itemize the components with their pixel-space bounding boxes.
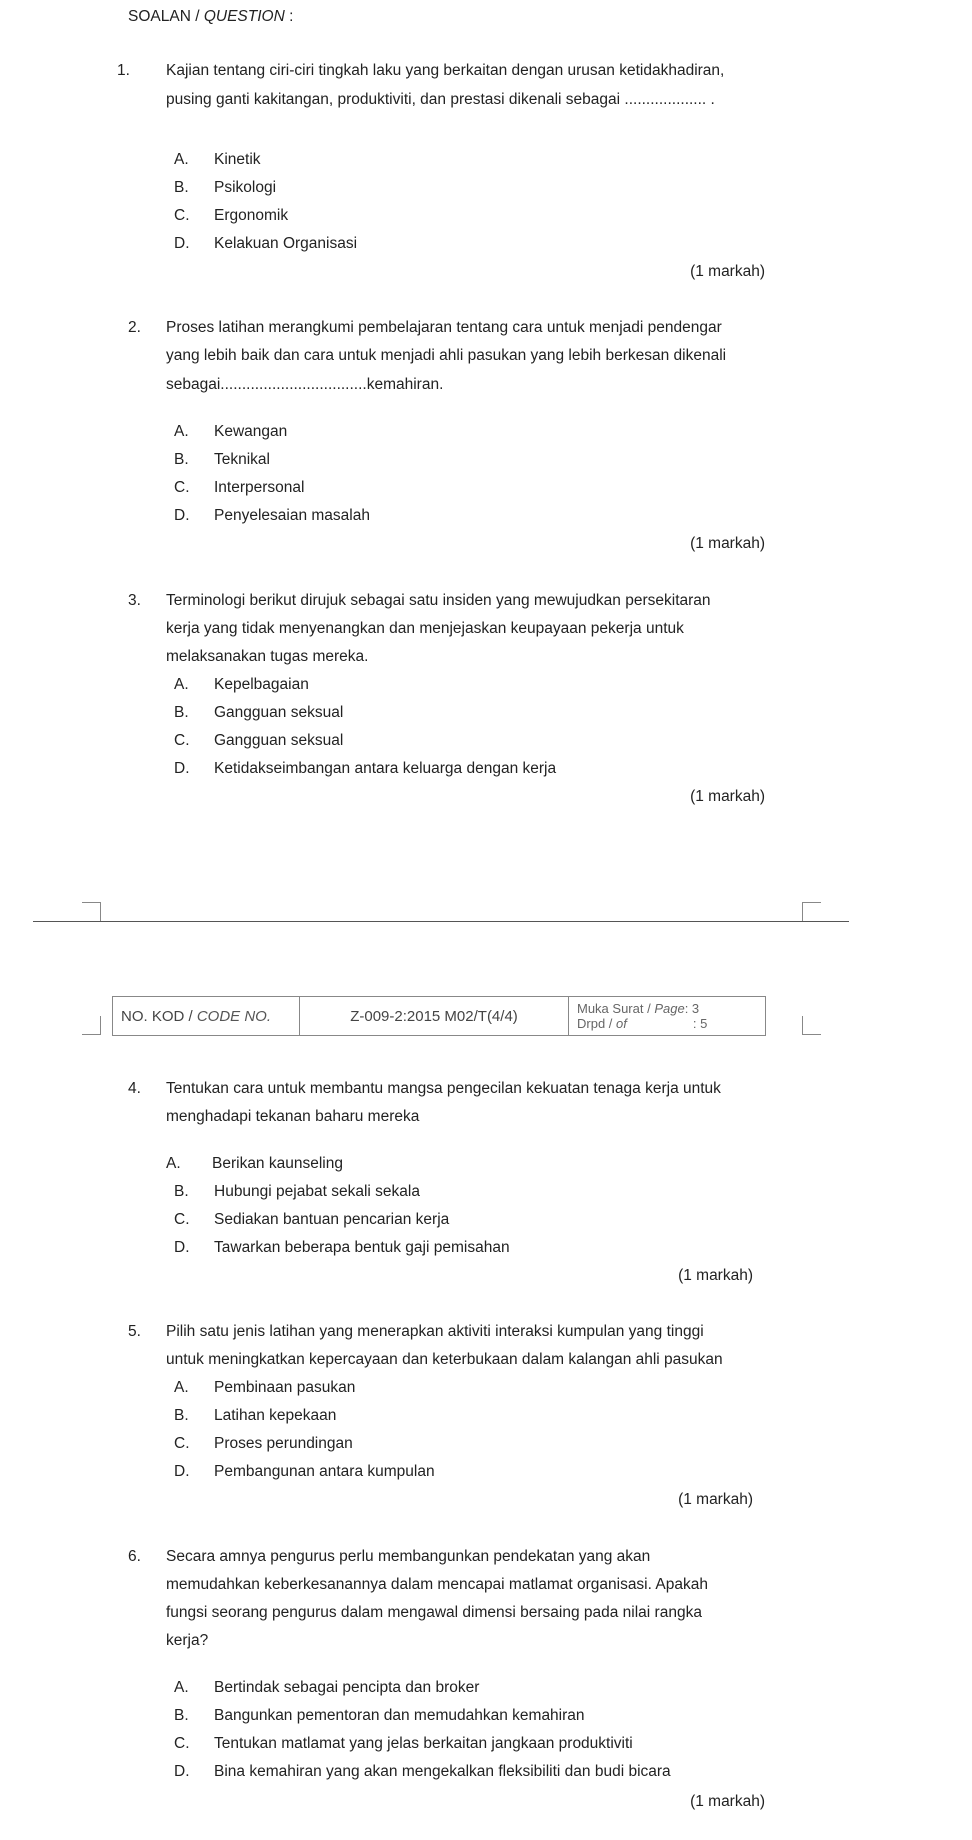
- code-label-cell: [113, 997, 300, 1036]
- option-letter: C.: [174, 479, 190, 496]
- option-text: Gangguan seksual: [214, 704, 344, 721]
- option-letter: D.: [174, 760, 190, 777]
- mark-label: (1 markah): [678, 1267, 753, 1284]
- question-number: 5.: [128, 1323, 141, 1340]
- option-letter: B.: [174, 1183, 189, 1200]
- question-text-line: memudahkan keberkesanannya dalam mencapai matlamat organisasi. Apakah: [166, 1576, 708, 1593]
- page-divider: [33, 921, 849, 922]
- option-letter: A.: [174, 676, 189, 693]
- mark-label: (1 markah): [690, 263, 765, 280]
- option-letter: A.: [166, 1155, 181, 1172]
- code-label-italic: CODE NO.: [196, 1007, 272, 1025]
- option-letter: D.: [174, 1463, 190, 1480]
- page-label: Muka Surat /: [577, 1001, 655, 1016]
- option-letter: D.: [174, 507, 190, 524]
- question-text-line: fungsi seorang pengurus dalam mengawal dimensi bersaing pada nilai rangka: [166, 1604, 702, 1621]
- mark-label: (1 markah): [678, 1491, 753, 1508]
- question-text-line: kerja yang tidak menyenangkan dan menjejaskan keupayaan pekerja untuk: [166, 620, 684, 637]
- option-text: Gangguan seksual: [214, 732, 344, 749]
- page-info-cell: [569, 997, 766, 1036]
- option-letter: C.: [174, 732, 190, 749]
- option-letter: B.: [174, 1707, 189, 1724]
- page-number: : 3: [684, 1001, 700, 1016]
- of-label-italic: of: [616, 1016, 627, 1031]
- page-header: [128, 8, 293, 26]
- option-text: Tawarkan beberapa bentuk gaji pemisahan: [214, 1239, 510, 1256]
- of-label: Drpd /: [577, 1016, 617, 1031]
- question-text-line: untuk meningkatkan kepercayaan dan keterbukaan dalam kalangan ahli pasukan: [166, 1351, 723, 1368]
- mark-label: (1 markah): [690, 535, 765, 552]
- option-letter: A.: [174, 423, 189, 440]
- question-number: 4.: [128, 1080, 141, 1097]
- option-letter: C.: [174, 1211, 190, 1228]
- question-text-line: Secara amnya pengurus perlu membangunkan pendekatan yang akan: [166, 1548, 651, 1565]
- option-letter: A.: [174, 1679, 189, 1696]
- question-text-line: Terminologi berikut dirujuk sebagai satu insiden yang mewujudkan persekitaran: [166, 592, 711, 609]
- option-text: Berikan kaunseling: [212, 1155, 343, 1172]
- question-text-line: Tentukan cara untuk membantu mangsa pengecilan kekuatan tenaga kerja untuk: [166, 1080, 721, 1097]
- option-text: Pembinaan pasukan: [214, 1379, 356, 1396]
- option-text: Penyelesaian masalah: [214, 507, 370, 524]
- option-letter: C.: [174, 1735, 190, 1752]
- question-text-line: yang lebih baik dan cara untuk menjadi ahli pasukan yang lebih berkesan dikenali: [166, 347, 727, 364]
- page-line: [577, 1001, 757, 1016]
- option-text: Kelakuan Organisasi: [214, 235, 358, 252]
- mark-label: (1 markah): [690, 1793, 765, 1810]
- page-label-italic: Page: [654, 1001, 685, 1016]
- option-text: Pembangunan antara kumpulan: [214, 1463, 435, 1480]
- header-colon: :: [284, 8, 294, 25]
- option-text: Teknikal: [214, 451, 270, 468]
- question-text-line: melaksanakan tugas mereka.: [166, 648, 369, 665]
- code-value-cell: Z-009-2:2015 M02/T(4/4): [300, 997, 569, 1036]
- option-letter: D.: [174, 235, 190, 252]
- option-letter: A.: [174, 151, 189, 168]
- crop-mark: [82, 902, 101, 921]
- option-text: Kinetik: [214, 151, 261, 168]
- crop-mark: [802, 1016, 821, 1035]
- option-letter: B.: [174, 179, 189, 196]
- option-text: Kepelbagaian: [214, 676, 309, 693]
- option-text: Tentukan matlamat yang jelas berkaitan jangkaan produktiviti: [214, 1735, 633, 1752]
- option-letter: B.: [174, 704, 189, 721]
- question-number: 1.: [117, 62, 130, 79]
- crop-mark: [82, 1016, 101, 1035]
- option-text: Latihan kepekaan: [214, 1407, 337, 1424]
- option-letter: C.: [174, 207, 190, 224]
- option-text: Ketidakseimbangan antara keluarga dengan kerja: [214, 760, 557, 777]
- option-letter: D.: [174, 1239, 190, 1256]
- code-table: [112, 996, 766, 1036]
- header-question: QUESTION: [203, 8, 285, 25]
- question-number: 2.: [128, 319, 141, 336]
- question-number: 6.: [128, 1548, 141, 1565]
- option-letter: B.: [174, 451, 189, 468]
- code-label: NO. KOD /: [121, 1007, 197, 1025]
- option-text: Hubungi pejabat sekali sekala: [214, 1183, 420, 1200]
- option-text: Bina kemahiran yang akan mengekalkan fleksibiliti dan budi bicara: [214, 1763, 671, 1780]
- question-text-line: Proses latihan merangkumi pembelajaran tentang cara untuk menjadi pendengar: [166, 319, 722, 336]
- question-number: 3.: [128, 592, 141, 609]
- option-letter: B.: [174, 1407, 189, 1424]
- mark-label: (1 markah): [690, 788, 765, 805]
- option-text: Ergonomik: [214, 207, 289, 224]
- option-text: Kewangan: [214, 423, 288, 440]
- option-letter: D.: [174, 1763, 190, 1780]
- option-text: Bertindak sebagai pencipta dan broker: [214, 1679, 480, 1696]
- option-text: Interpersonal: [214, 479, 305, 496]
- option-letter: A.: [174, 1379, 189, 1396]
- question-text-line: Pilih satu jenis latihan yang menerapkan aktiviti interaksi kumpulan yang tinggi: [166, 1323, 704, 1340]
- total-pages: : 5: [692, 1016, 708, 1031]
- option-text: Sediakan bantuan pencarian kerja: [214, 1211, 450, 1228]
- option-text: Proses perundingan: [214, 1435, 353, 1452]
- question-text-line: pusing ganti kakitangan, produktiviti, dan prestasi dikenali sebagai ................... .: [166, 91, 715, 108]
- question-text-line: Kajian tentang ciri-ciri tingkah laku yang berkaitan dengan urusan ketidakhadiran,: [166, 62, 725, 79]
- crop-mark: [802, 902, 821, 921]
- option-text: Bangunkan pementoran dan memudahkan kemahiran: [214, 1707, 585, 1724]
- question-text-line: kerja?: [166, 1632, 209, 1649]
- option-text: Psikologi: [214, 179, 277, 196]
- option-letter: C.: [174, 1435, 190, 1452]
- question-text-line: sebagai..................................kemahiran.: [166, 376, 444, 393]
- header-soalan: SOALAN /: [128, 8, 204, 25]
- question-text-line: menghadapi tekanan baharu mereka: [166, 1108, 420, 1125]
- of-line: [577, 1016, 757, 1031]
